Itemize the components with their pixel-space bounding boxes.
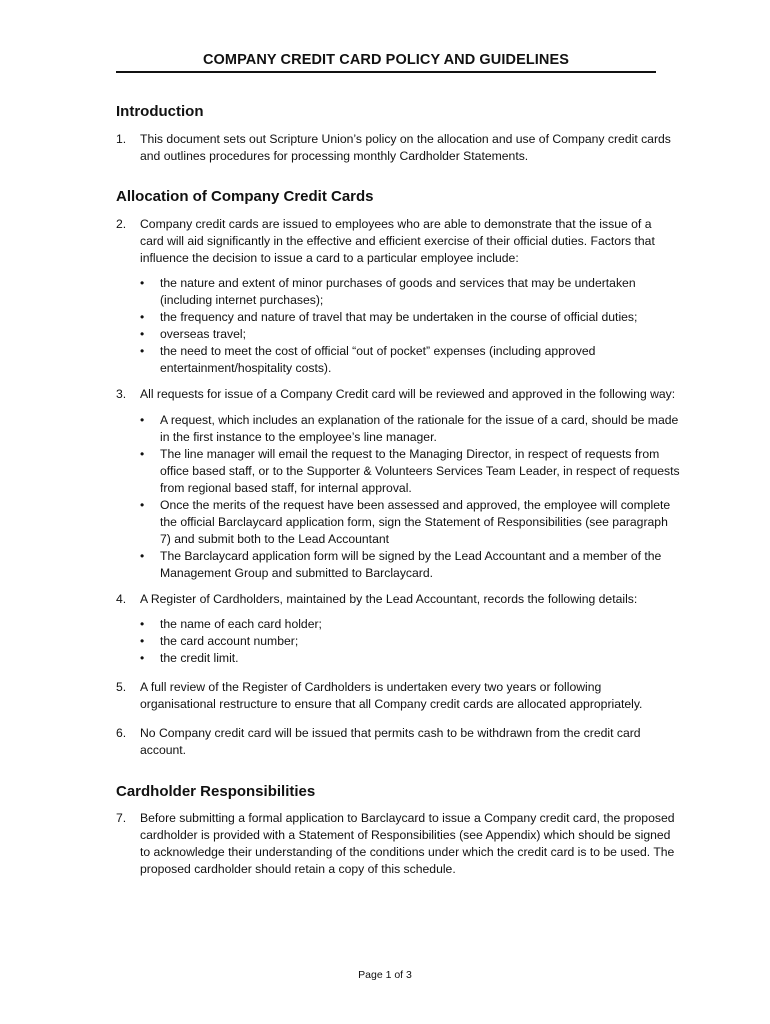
bullet-list-register — [140, 616, 680, 667]
paragraph-number: 4. — [116, 592, 127, 606]
paragraph-text: A Register of Cardholders, maintained by the Lead Accountant, records the following details: — [140, 592, 638, 606]
paragraph-number: 6. — [116, 726, 127, 740]
paragraph-number: 5. — [116, 680, 127, 694]
paragraph-text: Before submitting a formal application to Barclaycard to issue a Company credit card, the proposed cardholder is provided with a Statement of Responsibilities (see Appendix) which should be signed to acknowledge their understanding of the conditions under which the credit card is to be used. The proposed cardholder should retain a copy of this schedule. — [140, 811, 675, 876]
bullet-list-factors — [140, 275, 680, 377]
paragraph-text: No Company credit card will be issued that permits cash to be withdrawn from the credit card account. — [140, 726, 641, 757]
bullet-icon: • — [140, 651, 145, 665]
list-item: • The line manager will email the request to the Managing Director, in respect of requests from office based staff, or to the Supporter & Volunteers Services Team Leader, in respect of requests from regional based staff, for internal approval. — [140, 447, 680, 495]
list-item: • Once the merits of the request have been assessed and approved, the employee will complete the official Barclaycard application form, sign the Statement of Responsibilities (see paragraph 7) and submit both to the Lead Accountant — [140, 498, 671, 546]
paragraph-3 — [116, 386, 676, 403]
bullet-icon: • — [140, 447, 145, 461]
paragraph-2 — [116, 216, 676, 267]
heading-cardholder-responsibilities: Cardholder Responsibilities — [116, 783, 316, 800]
paragraph-text: This document sets out Scripture Union’s policy on the allocation and use of Company credit cards and outlines procedures for processing monthly Cardholder Statements. — [140, 132, 671, 163]
bullet-icon: • — [140, 310, 145, 324]
list-item: • A request, which includes an explanation of the rationale for the issue of a card, should be made in the first instance to the employee’s line manager. — [140, 413, 679, 444]
list-item: • the name of each card holder; — [140, 617, 322, 631]
bullet-icon: • — [140, 634, 145, 648]
bullet-icon: • — [140, 327, 145, 341]
paragraph-number: 1. — [116, 132, 127, 146]
list-item: • the frequency and nature of travel that may be undertaken in the course of official duties; — [140, 310, 638, 324]
paragraph-number: 7. — [116, 811, 127, 825]
list-item: • the need to meet the cost of official “out of pocket” expenses (including approved entertainment/hospitality costs). — [140, 344, 596, 375]
title-underline — [116, 71, 656, 73]
list-item: • overseas travel; — [140, 327, 247, 341]
heading-allocation: Allocation of Company Credit Cards — [116, 188, 374, 205]
paragraph-5 — [116, 679, 676, 713]
bullet-icon: • — [140, 498, 145, 512]
document-title: COMPANY CREDIT CARD POLICY AND GUIDELINES — [202, 52, 570, 68]
bullet-icon: • — [140, 549, 145, 563]
paragraph-number: 2. — [116, 217, 127, 231]
paragraph-7 — [116, 810, 676, 878]
list-item: • the credit limit. — [140, 651, 239, 665]
list-item: • the nature and extent of minor purchases of goods and services that may be undertaken (including internet purchases); — [140, 276, 636, 307]
bullet-icon: • — [140, 344, 145, 358]
heading-introduction: Introduction — [116, 103, 204, 120]
paragraph-text: A full review of the Register of Cardholders is undertaken every two years or following organisational restructure to ensure that all Company credit cards are allocated appropriately. — [140, 680, 643, 711]
list-item: • The Barclaycard application form will be signed by the Lead Accountant and a member of the Management Group and submitted to Barclaycard. — [140, 549, 662, 580]
paragraph-number: 3. — [116, 387, 127, 401]
paragraph-1 — [116, 131, 676, 165]
bullet-icon: • — [140, 617, 145, 631]
bullet-icon: • — [140, 413, 145, 427]
paragraph-text: Company credit cards are issued to employees who are able to demonstrate that the issue of a card will aid significantly in the effective and efficient exercise of their official duties. Factors that influence the decision to issue a card to a particular employee include: — [140, 217, 655, 265]
paragraph-text: All requests for issue of a Company Credit card will be reviewed and approved in the following way: — [140, 387, 676, 401]
paragraph-4 — [116, 591, 676, 608]
paragraph-6 — [116, 725, 676, 759]
list-item: • the card account number; — [140, 634, 299, 648]
bullet-list-requests — [140, 412, 680, 582]
page-number-footer: Page 1 of 3 — [358, 969, 412, 981]
bullet-icon: • — [140, 276, 145, 290]
